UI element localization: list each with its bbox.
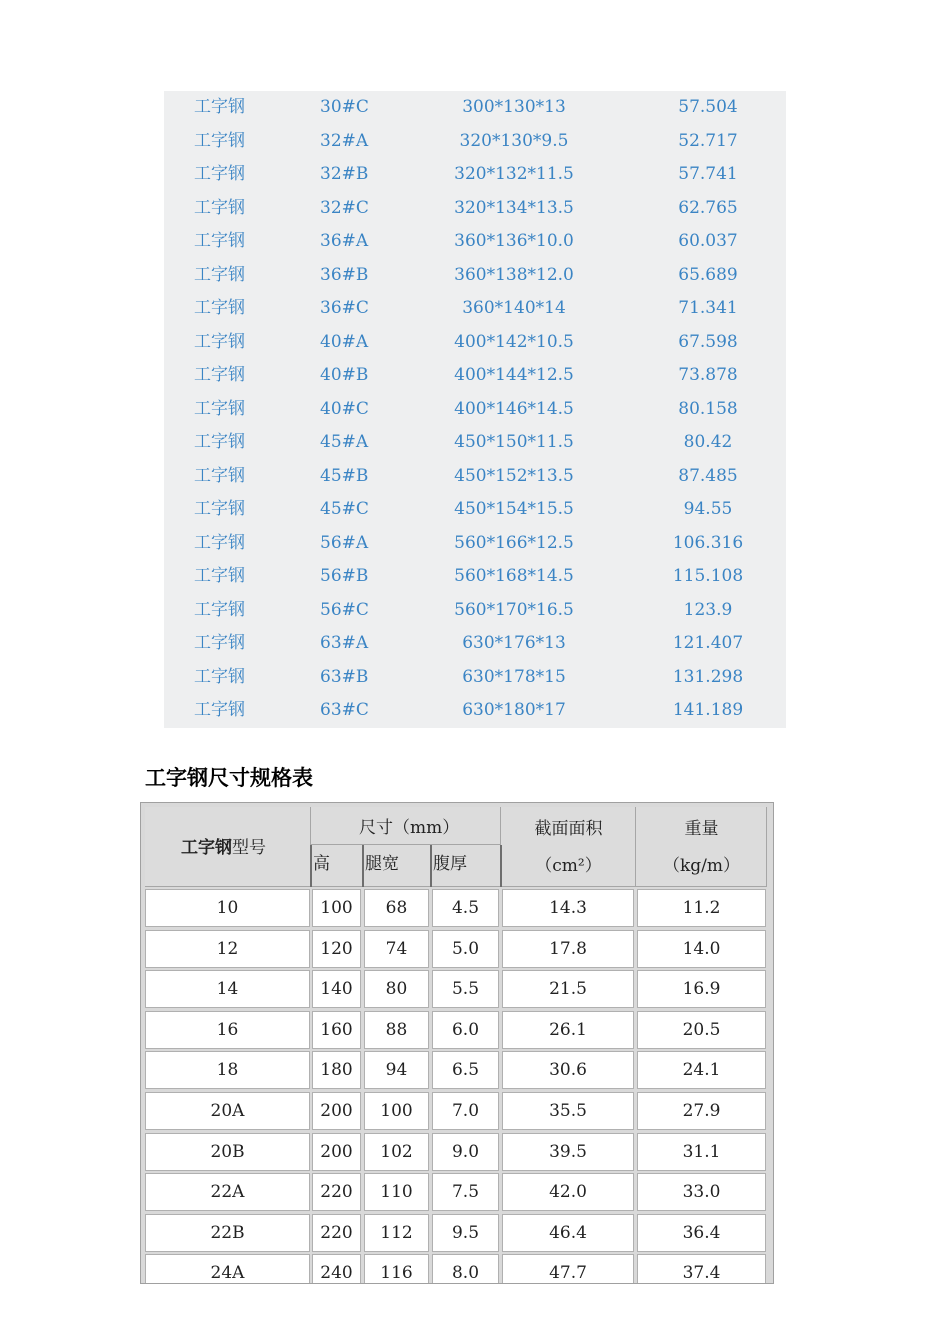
area-cell: 14.3 bbox=[502, 889, 634, 927]
model-cell: 56#C bbox=[320, 599, 369, 620]
size-cell: 560*170*16.5 bbox=[454, 599, 574, 620]
flange-width-cell: 74 bbox=[364, 930, 429, 968]
size-cell: 360*140*14 bbox=[462, 298, 566, 318]
area-cell: 17.8 bbox=[502, 930, 634, 968]
area-cell: 35.5 bbox=[502, 1092, 634, 1130]
web-thickness-cell: 9.5 bbox=[432, 1214, 499, 1252]
model-cell: 40#C bbox=[320, 398, 369, 419]
steel-name-cell: 工字钢 bbox=[194, 666, 245, 687]
table-row bbox=[164, 292, 786, 326]
table-row bbox=[164, 393, 786, 427]
steel-name-cell: 工字钢 bbox=[194, 164, 245, 184]
size-cell: 320*132*11.5 bbox=[454, 164, 574, 184]
web-thickness-cell: 5.5 bbox=[432, 970, 499, 1008]
steel-name-cell: 工字钢 bbox=[194, 432, 245, 452]
weight-cell: 73.878 bbox=[678, 365, 738, 385]
table-row bbox=[164, 460, 786, 494]
header-flange-width: 腿宽 bbox=[363, 845, 431, 887]
weight-cell: 141.189 bbox=[672, 700, 744, 720]
size-cell: 300*130*13 bbox=[462, 97, 566, 117]
flange-width-cell: 94 bbox=[364, 1051, 429, 1089]
steel-name-cell: 工字钢 bbox=[194, 97, 245, 117]
i-beam-weight-table bbox=[164, 91, 786, 728]
model-cell: 63#A bbox=[320, 633, 369, 653]
weight-cell: 31.1 bbox=[637, 1133, 766, 1171]
weight-cell: 106.316 bbox=[672, 532, 744, 553]
weight-cell: 52.717 bbox=[678, 130, 738, 151]
table-row bbox=[164, 661, 786, 695]
model-cell: 40#B bbox=[320, 365, 369, 385]
steel-name-cell: 工字钢 bbox=[194, 566, 245, 586]
area-cell: 39.5 bbox=[502, 1133, 634, 1171]
model-cell: 36#C bbox=[320, 298, 369, 318]
size-cell: 630*180*17 bbox=[462, 700, 566, 720]
table-row bbox=[164, 694, 786, 728]
steel-name-cell: 工字钢 bbox=[194, 130, 245, 151]
model-cell: 63#C bbox=[320, 700, 369, 720]
weight-cell: 20.5 bbox=[637, 1011, 766, 1049]
steel-name-cell: 工字钢 bbox=[194, 331, 245, 352]
model-cell: 16 bbox=[145, 1011, 310, 1049]
steel-name-cell: 工字钢 bbox=[194, 499, 245, 519]
height-cell: 200 bbox=[312, 1092, 361, 1130]
area-cell: 46.4 bbox=[502, 1214, 634, 1252]
steel-name-cell: 工字钢 bbox=[194, 365, 245, 385]
flange-width-cell: 100 bbox=[364, 1092, 429, 1130]
table-row bbox=[164, 91, 786, 125]
model-cell: 36#B bbox=[320, 264, 369, 285]
table-row bbox=[164, 125, 786, 159]
section-title: 工字钢尺寸规格表 bbox=[145, 766, 313, 790]
size-cell: 320*130*9.5 bbox=[459, 130, 569, 151]
header-model-rest: 型号 bbox=[232, 838, 266, 858]
web-thickness-cell: 6.5 bbox=[432, 1051, 499, 1089]
header-area: 截面面积 （cm²） bbox=[501, 807, 636, 887]
height-cell: 220 bbox=[312, 1173, 361, 1211]
height-cell: 140 bbox=[312, 970, 361, 1008]
area-cell: 26.1 bbox=[502, 1011, 634, 1049]
weight-cell: 131.298 bbox=[672, 666, 744, 687]
model-cell: 12 bbox=[145, 930, 310, 968]
model-cell: 63#B bbox=[320, 666, 369, 687]
model-cell: 22A bbox=[145, 1173, 310, 1211]
steel-name-cell: 工字钢 bbox=[194, 465, 245, 486]
size-cell: 320*134*13.5 bbox=[454, 197, 574, 218]
weight-cell: 16.9 bbox=[637, 970, 766, 1008]
weight-cell: 24.1 bbox=[637, 1051, 766, 1089]
model-cell: 32#C bbox=[320, 197, 369, 218]
table-row bbox=[164, 259, 786, 293]
model-cell: 20B bbox=[145, 1133, 310, 1171]
size-cell: 560*166*12.5 bbox=[454, 532, 574, 553]
weight-cell: 36.4 bbox=[637, 1214, 766, 1252]
model-cell: 30#C bbox=[320, 97, 369, 117]
size-cell: 360*138*12.0 bbox=[454, 264, 574, 285]
weight-cell: 60.037 bbox=[678, 231, 738, 251]
model-cell: 32#A bbox=[320, 130, 369, 151]
web-thickness-cell: 6.0 bbox=[432, 1011, 499, 1049]
table-row bbox=[164, 627, 786, 661]
steel-name-cell: 工字钢 bbox=[194, 231, 245, 251]
model-cell: 20A bbox=[145, 1092, 310, 1130]
model-cell: 45#B bbox=[320, 465, 369, 486]
table-row bbox=[164, 493, 786, 527]
weight-cell: 62.765 bbox=[678, 197, 738, 218]
size-cell: 560*168*14.5 bbox=[454, 566, 574, 586]
weight-cell: 94.55 bbox=[683, 499, 733, 519]
model-cell: 22B bbox=[145, 1214, 310, 1252]
model-cell: 56#B bbox=[320, 566, 369, 586]
flange-width-cell: 112 bbox=[364, 1214, 429, 1252]
table-row bbox=[164, 192, 786, 226]
header-model-bold: 工字钢 bbox=[181, 838, 232, 858]
header-model bbox=[145, 807, 311, 887]
height-cell: 220 bbox=[312, 1214, 361, 1252]
model-cell: 45#A bbox=[320, 432, 369, 452]
weight-cell: 57.741 bbox=[678, 164, 738, 184]
weight-cell: 67.598 bbox=[678, 331, 738, 352]
steel-name-cell: 工字钢 bbox=[194, 599, 245, 620]
steel-name-cell: 工字钢 bbox=[194, 700, 245, 720]
header-weight: 重量 （kg/m） bbox=[636, 807, 767, 887]
header-web-thickness: 腹厚 bbox=[431, 845, 501, 887]
size-cell: 630*178*15 bbox=[462, 666, 566, 687]
weight-cell: 87.485 bbox=[678, 465, 738, 486]
table-row bbox=[164, 359, 786, 393]
model-cell: 40#A bbox=[320, 331, 369, 352]
header-size-group bbox=[311, 807, 501, 845]
size-cell: 400*144*12.5 bbox=[454, 365, 574, 385]
area-cell: 30.6 bbox=[502, 1051, 634, 1089]
web-thickness-cell: 5.0 bbox=[432, 930, 499, 968]
header-size-label: 尺寸（mm） bbox=[359, 818, 460, 838]
area-cell: 21.5 bbox=[502, 970, 634, 1008]
flange-width-cell: 116 bbox=[364, 1254, 429, 1284]
steel-name-cell: 工字钢 bbox=[194, 398, 245, 419]
weight-cell: 33.0 bbox=[637, 1173, 766, 1211]
size-cell: 450*152*13.5 bbox=[454, 465, 574, 486]
area-cell: 42.0 bbox=[502, 1173, 634, 1211]
weight-cell: 57.504 bbox=[678, 97, 738, 117]
flange-width-cell: 102 bbox=[364, 1133, 429, 1171]
flange-width-cell: 88 bbox=[364, 1011, 429, 1049]
web-thickness-cell: 7.0 bbox=[432, 1092, 499, 1130]
size-cell: 450*150*11.5 bbox=[454, 432, 574, 452]
weight-cell: 80.158 bbox=[678, 398, 738, 419]
model-cell: 18 bbox=[145, 1051, 310, 1089]
weight-cell: 37.4 bbox=[637, 1254, 766, 1284]
height-cell: 180 bbox=[312, 1051, 361, 1089]
weight-cell: 14.0 bbox=[637, 930, 766, 968]
model-cell: 36#A bbox=[320, 231, 369, 251]
flange-width-cell: 110 bbox=[364, 1173, 429, 1211]
table-row bbox=[164, 426, 786, 460]
model-cell: 45#C bbox=[320, 499, 369, 519]
size-cell: 400*142*10.5 bbox=[454, 331, 574, 352]
weight-cell: 65.689 bbox=[678, 264, 738, 285]
header-divider bbox=[362, 845, 364, 887]
size-cell: 360*136*10.0 bbox=[454, 231, 574, 251]
header-divider bbox=[310, 845, 312, 887]
height-cell: 100 bbox=[312, 889, 361, 927]
model-cell: 56#A bbox=[320, 532, 369, 553]
steel-name-cell: 工字钢 bbox=[194, 197, 245, 218]
size-cell: 450*154*15.5 bbox=[454, 499, 574, 519]
weight-cell: 27.9 bbox=[637, 1092, 766, 1130]
steel-name-cell: 工字钢 bbox=[194, 264, 245, 285]
weight-cell: 121.407 bbox=[672, 633, 744, 653]
area-cell: 47.7 bbox=[502, 1254, 634, 1284]
i-beam-spec-table bbox=[140, 802, 774, 1284]
table-row bbox=[164, 594, 786, 628]
header-divider bbox=[430, 845, 432, 887]
height-cell: 120 bbox=[312, 930, 361, 968]
weight-cell: 11.2 bbox=[637, 889, 766, 927]
web-thickness-cell: 4.5 bbox=[432, 889, 499, 927]
web-thickness-cell: 7.5 bbox=[432, 1173, 499, 1211]
weight-cell: 123.9 bbox=[683, 599, 733, 620]
table-row bbox=[164, 326, 786, 360]
table-row bbox=[164, 158, 786, 192]
size-cell: 630*176*13 bbox=[462, 633, 566, 653]
steel-name-cell: 工字钢 bbox=[194, 298, 245, 318]
web-thickness-cell: 9.0 bbox=[432, 1133, 499, 1171]
weight-cell: 80.42 bbox=[683, 432, 733, 452]
model-cell: 14 bbox=[145, 970, 310, 1008]
header-height: 高 bbox=[311, 845, 363, 887]
web-thickness-cell: 8.0 bbox=[432, 1254, 499, 1284]
size-cell: 400*146*14.5 bbox=[454, 398, 574, 419]
flange-width-cell: 68 bbox=[364, 889, 429, 927]
height-cell: 200 bbox=[312, 1133, 361, 1171]
steel-name-cell: 工字钢 bbox=[194, 633, 245, 653]
model-cell: 24A bbox=[145, 1254, 310, 1284]
steel-name-cell: 工字钢 bbox=[194, 532, 245, 553]
height-cell: 240 bbox=[312, 1254, 361, 1284]
height-cell: 160 bbox=[312, 1011, 361, 1049]
table-row bbox=[164, 527, 786, 561]
flange-width-cell: 80 bbox=[364, 970, 429, 1008]
table-row bbox=[164, 225, 786, 259]
model-cell: 10 bbox=[145, 889, 310, 927]
weight-cell: 115.108 bbox=[672, 566, 744, 586]
model-cell: 32#B bbox=[320, 164, 369, 184]
table-row bbox=[164, 560, 786, 594]
weight-cell: 71.341 bbox=[678, 298, 738, 318]
header-divider bbox=[500, 845, 502, 887]
